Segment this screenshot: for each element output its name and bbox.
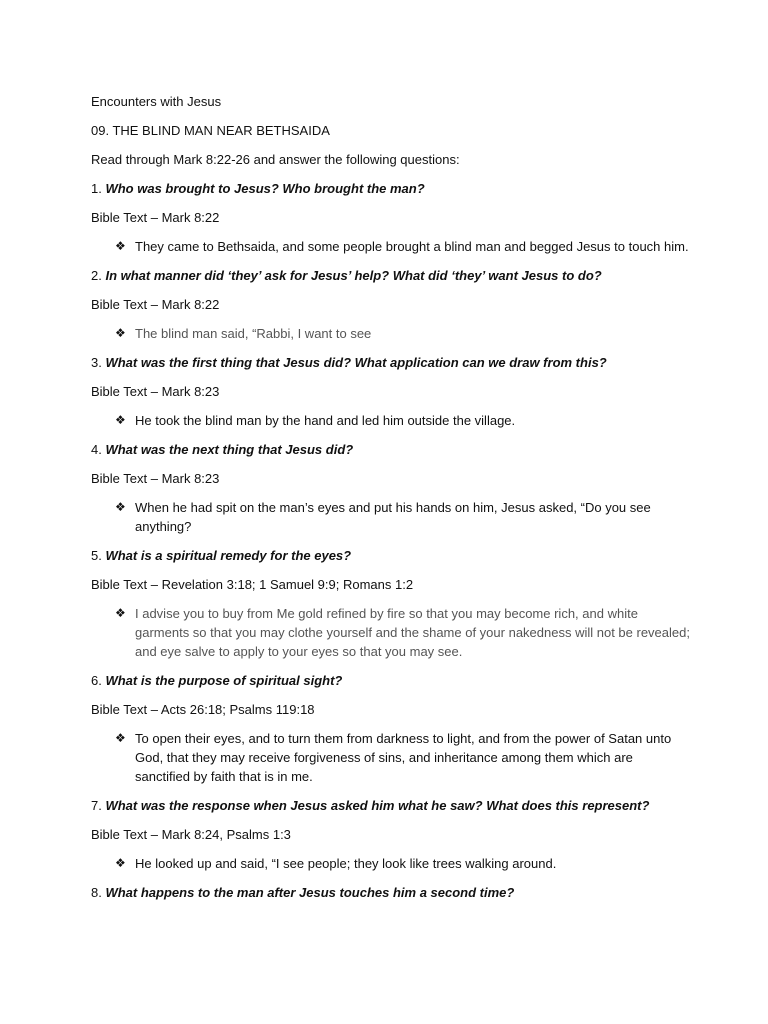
diamond-bullet-icon: ❖: [115, 731, 126, 745]
answer-text: When he had spit on the man’s eyes and put his hands on him, Jesus asked, “Do you see anything?: [135, 500, 651, 534]
question-7: [91, 796, 691, 815]
diamond-bullet-icon: ❖: [115, 856, 126, 870]
diamond-bullet-icon: ❖: [115, 239, 126, 253]
question-1: [91, 179, 691, 198]
question-text: What was the first thing that Jesus did? What application can we draw from this?: [105, 355, 607, 370]
question-number: 7.: [91, 798, 106, 813]
section-title: 09. THE BLIND MAN NEAR BETHSAIDA: [91, 123, 330, 138]
answer-item: [115, 498, 691, 536]
answer-text: To open their eyes, and to turn them from darkness to light, and from the power of Satan unto God, that they may receive forgiveness of sins, and inheritance among them which are sanctified by faith that is in me.: [135, 731, 672, 784]
question-text: What is a spiritual remedy for the eyes?: [105, 548, 352, 563]
question-6: [91, 671, 691, 690]
bible-reference: Bible Text – Mark 8:24, Psalms 1:3: [91, 827, 291, 842]
question-number: 2.: [91, 268, 106, 283]
question-number: 8.: [91, 885, 106, 900]
answer-item: [115, 854, 691, 873]
question-text: What happens to the man after Jesus touches him a second time?: [105, 885, 515, 900]
bible-reference: Bible Text – Mark 8:23: [91, 471, 220, 486]
question-text: What is the purpose of spiritual sight?: [105, 673, 343, 688]
intro-text: Read through Mark 8:22-26 and answer the following questions:: [91, 152, 460, 167]
answer-text: The blind man said, “Rabbi, I want to see: [135, 326, 372, 341]
document-body: [91, 92, 691, 902]
question-number: 3.: [91, 355, 106, 370]
answer-text: He looked up and said, “I see people; they look like trees walking around.: [135, 856, 557, 871]
question-number: 6.: [91, 673, 106, 688]
answer-item: [115, 411, 691, 430]
question-text: What was the response when Jesus asked him what he saw? What does this represent?: [105, 798, 650, 813]
question-3: [91, 353, 691, 372]
diamond-bullet-icon: ❖: [115, 606, 126, 620]
answer-text: I advise you to buy from Me gold refined by fire so that you may become rich, and white garments so that you may clothe yourself and the shame of your nakedness will not be revealed; and eye salve to apply to your eyes so that you may see.: [135, 606, 690, 659]
answer-item: [115, 729, 691, 786]
question-text: What was the next thing that Jesus did?: [105, 442, 354, 457]
answer-item: [115, 324, 691, 343]
question-text: In what manner did ‘they’ ask for Jesus’ help? What did ‘they’ want Jesus to do?: [105, 268, 602, 283]
question-5: [91, 546, 691, 565]
bible-reference: Bible Text – Mark 8:22: [91, 297, 220, 312]
answer-item: [115, 604, 691, 661]
answer-text: He took the blind man by the hand and led him outside the village.: [135, 413, 516, 428]
document-heading: Encounters with Jesus: [91, 94, 222, 109]
question-number: 4.: [91, 442, 106, 457]
question-number: 1.: [91, 181, 106, 196]
bible-reference: Bible Text – Revelation 3:18; 1 Samuel 9:9; Romans 1:2: [91, 577, 414, 592]
question-text: Who was brought to Jesus? Who brought the man?: [105, 181, 425, 196]
question-number: 5.: [91, 548, 106, 563]
bible-reference: Bible Text – Acts 26:18; Psalms 119:18: [91, 702, 315, 717]
diamond-bullet-icon: ❖: [115, 413, 126, 427]
question-8: [91, 883, 691, 902]
diamond-bullet-icon: ❖: [115, 500, 126, 514]
answer-item: [115, 237, 691, 256]
question-4: [91, 440, 691, 459]
question-2: [91, 266, 691, 285]
bible-reference: Bible Text – Mark 8:23: [91, 384, 220, 399]
diamond-bullet-icon: ❖: [115, 326, 126, 340]
answer-text: They came to Bethsaida, and some people brought a blind man and begged Jesus to touch him.: [135, 239, 689, 254]
bible-reference: Bible Text – Mark 8:22: [91, 210, 220, 225]
